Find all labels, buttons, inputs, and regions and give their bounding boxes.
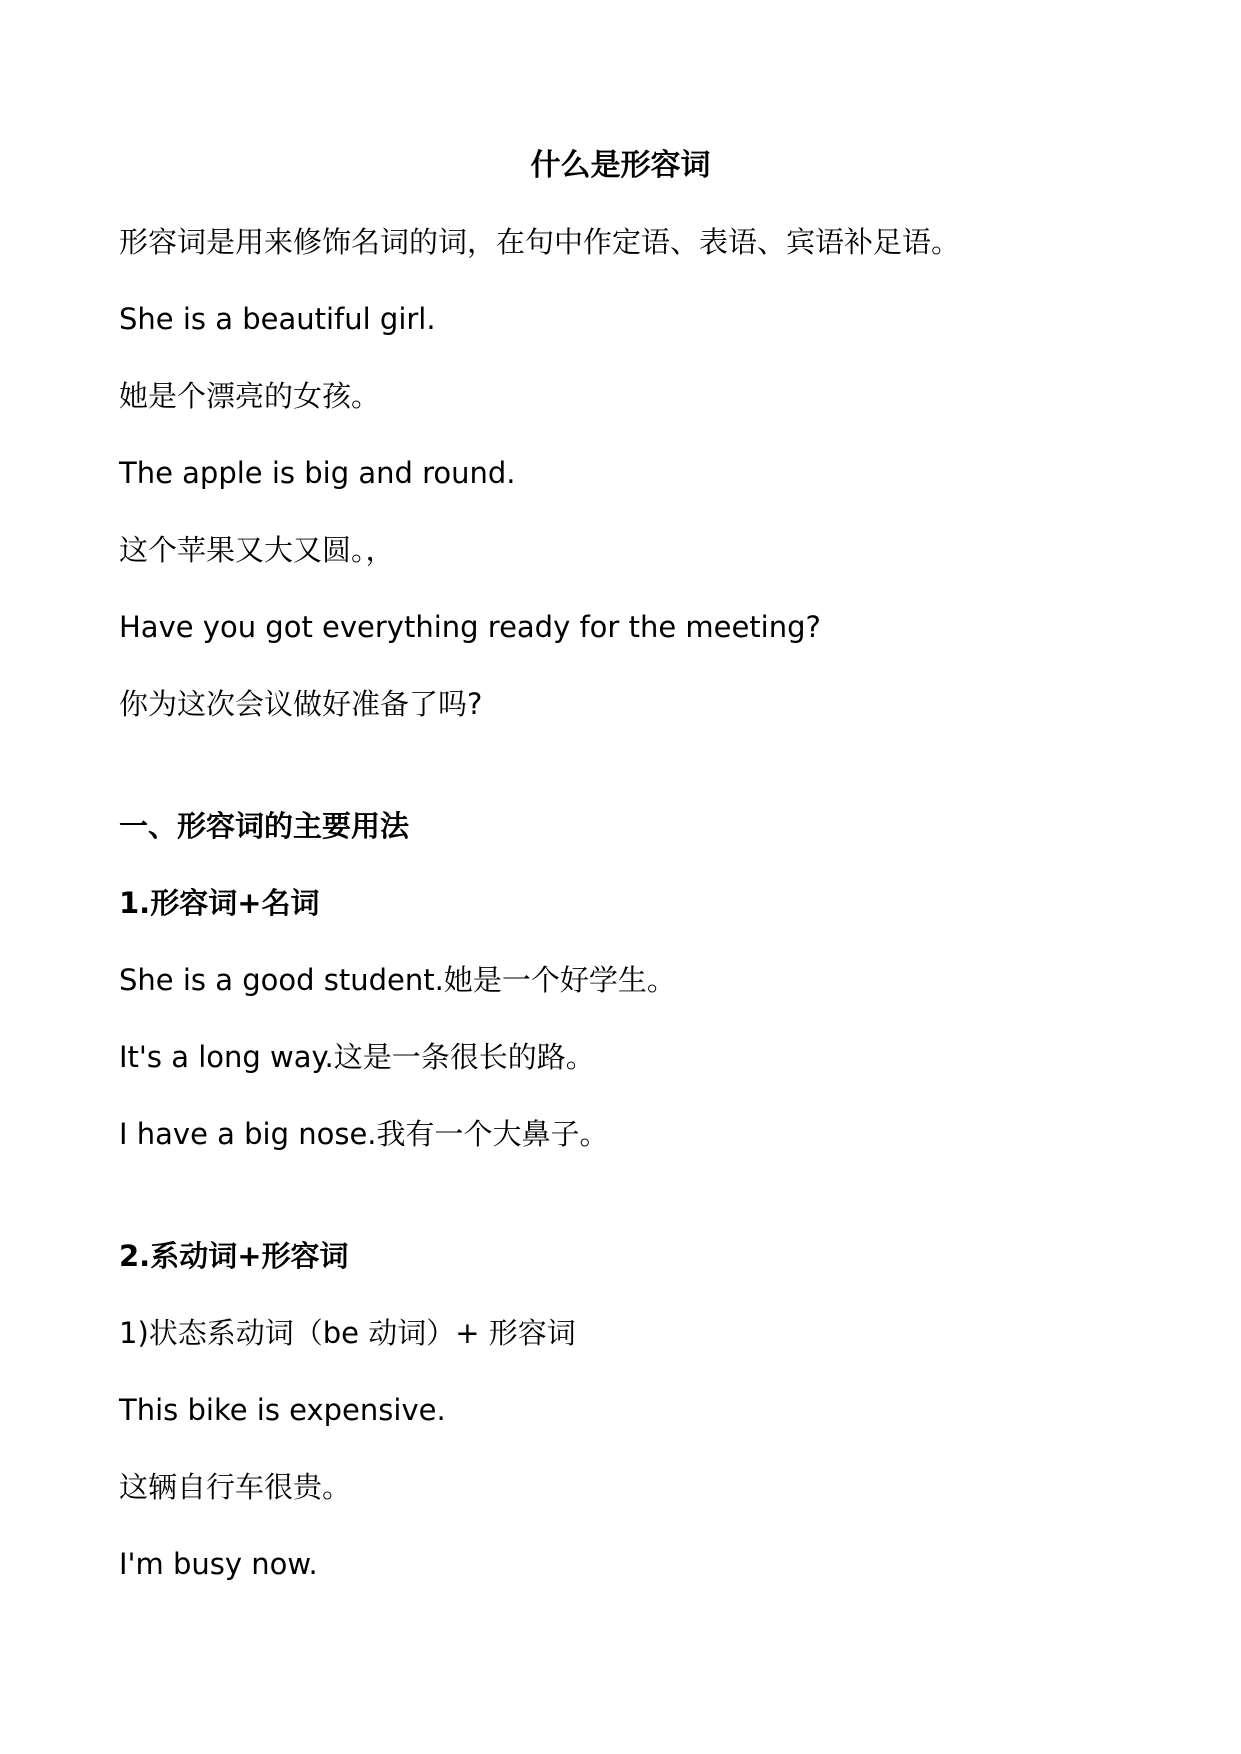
section-heading: 一、形容词的主要用法 <box>119 809 410 843</box>
example-line: This bike is expensive. <box>119 1393 446 1427</box>
example-line: I have a big nose.我有一个大鼻子。 <box>119 1117 609 1151</box>
example-line: The apple is big and round. <box>119 456 516 490</box>
page-title: 什么是形容词 <box>530 148 711 183</box>
subsection-heading: 2.系动词+形容词 <box>119 1239 349 1273</box>
example-line: She is a good student.她是一个好学生。 <box>119 963 676 997</box>
example-line: 你为这次会议做好准备了吗? <box>119 687 483 721</box>
example-line: Have you got everything ready for the meeting? <box>119 610 821 644</box>
example-line: It's a long way.这是一条很长的路。 <box>119 1040 595 1074</box>
example-line: 这个苹果又大又圆。， <box>119 533 395 567</box>
example-line: I'm busy now. <box>119 1547 318 1581</box>
definition-text: 形容词是用来修饰名词的词，在句中作定语、表语、宾语补足语。 <box>119 225 961 259</box>
rule-point: 1)状态系动词（be 动词）+ 形容词 <box>119 1316 576 1350</box>
subsection-heading: 1.形容词+名词 <box>119 886 320 920</box>
example-line: She is a beautiful girl. <box>119 302 436 336</box>
example-line: 她是个漂亮的女孩。 <box>119 379 381 413</box>
example-line: 这辆自行车很贵。 <box>119 1470 352 1504</box>
